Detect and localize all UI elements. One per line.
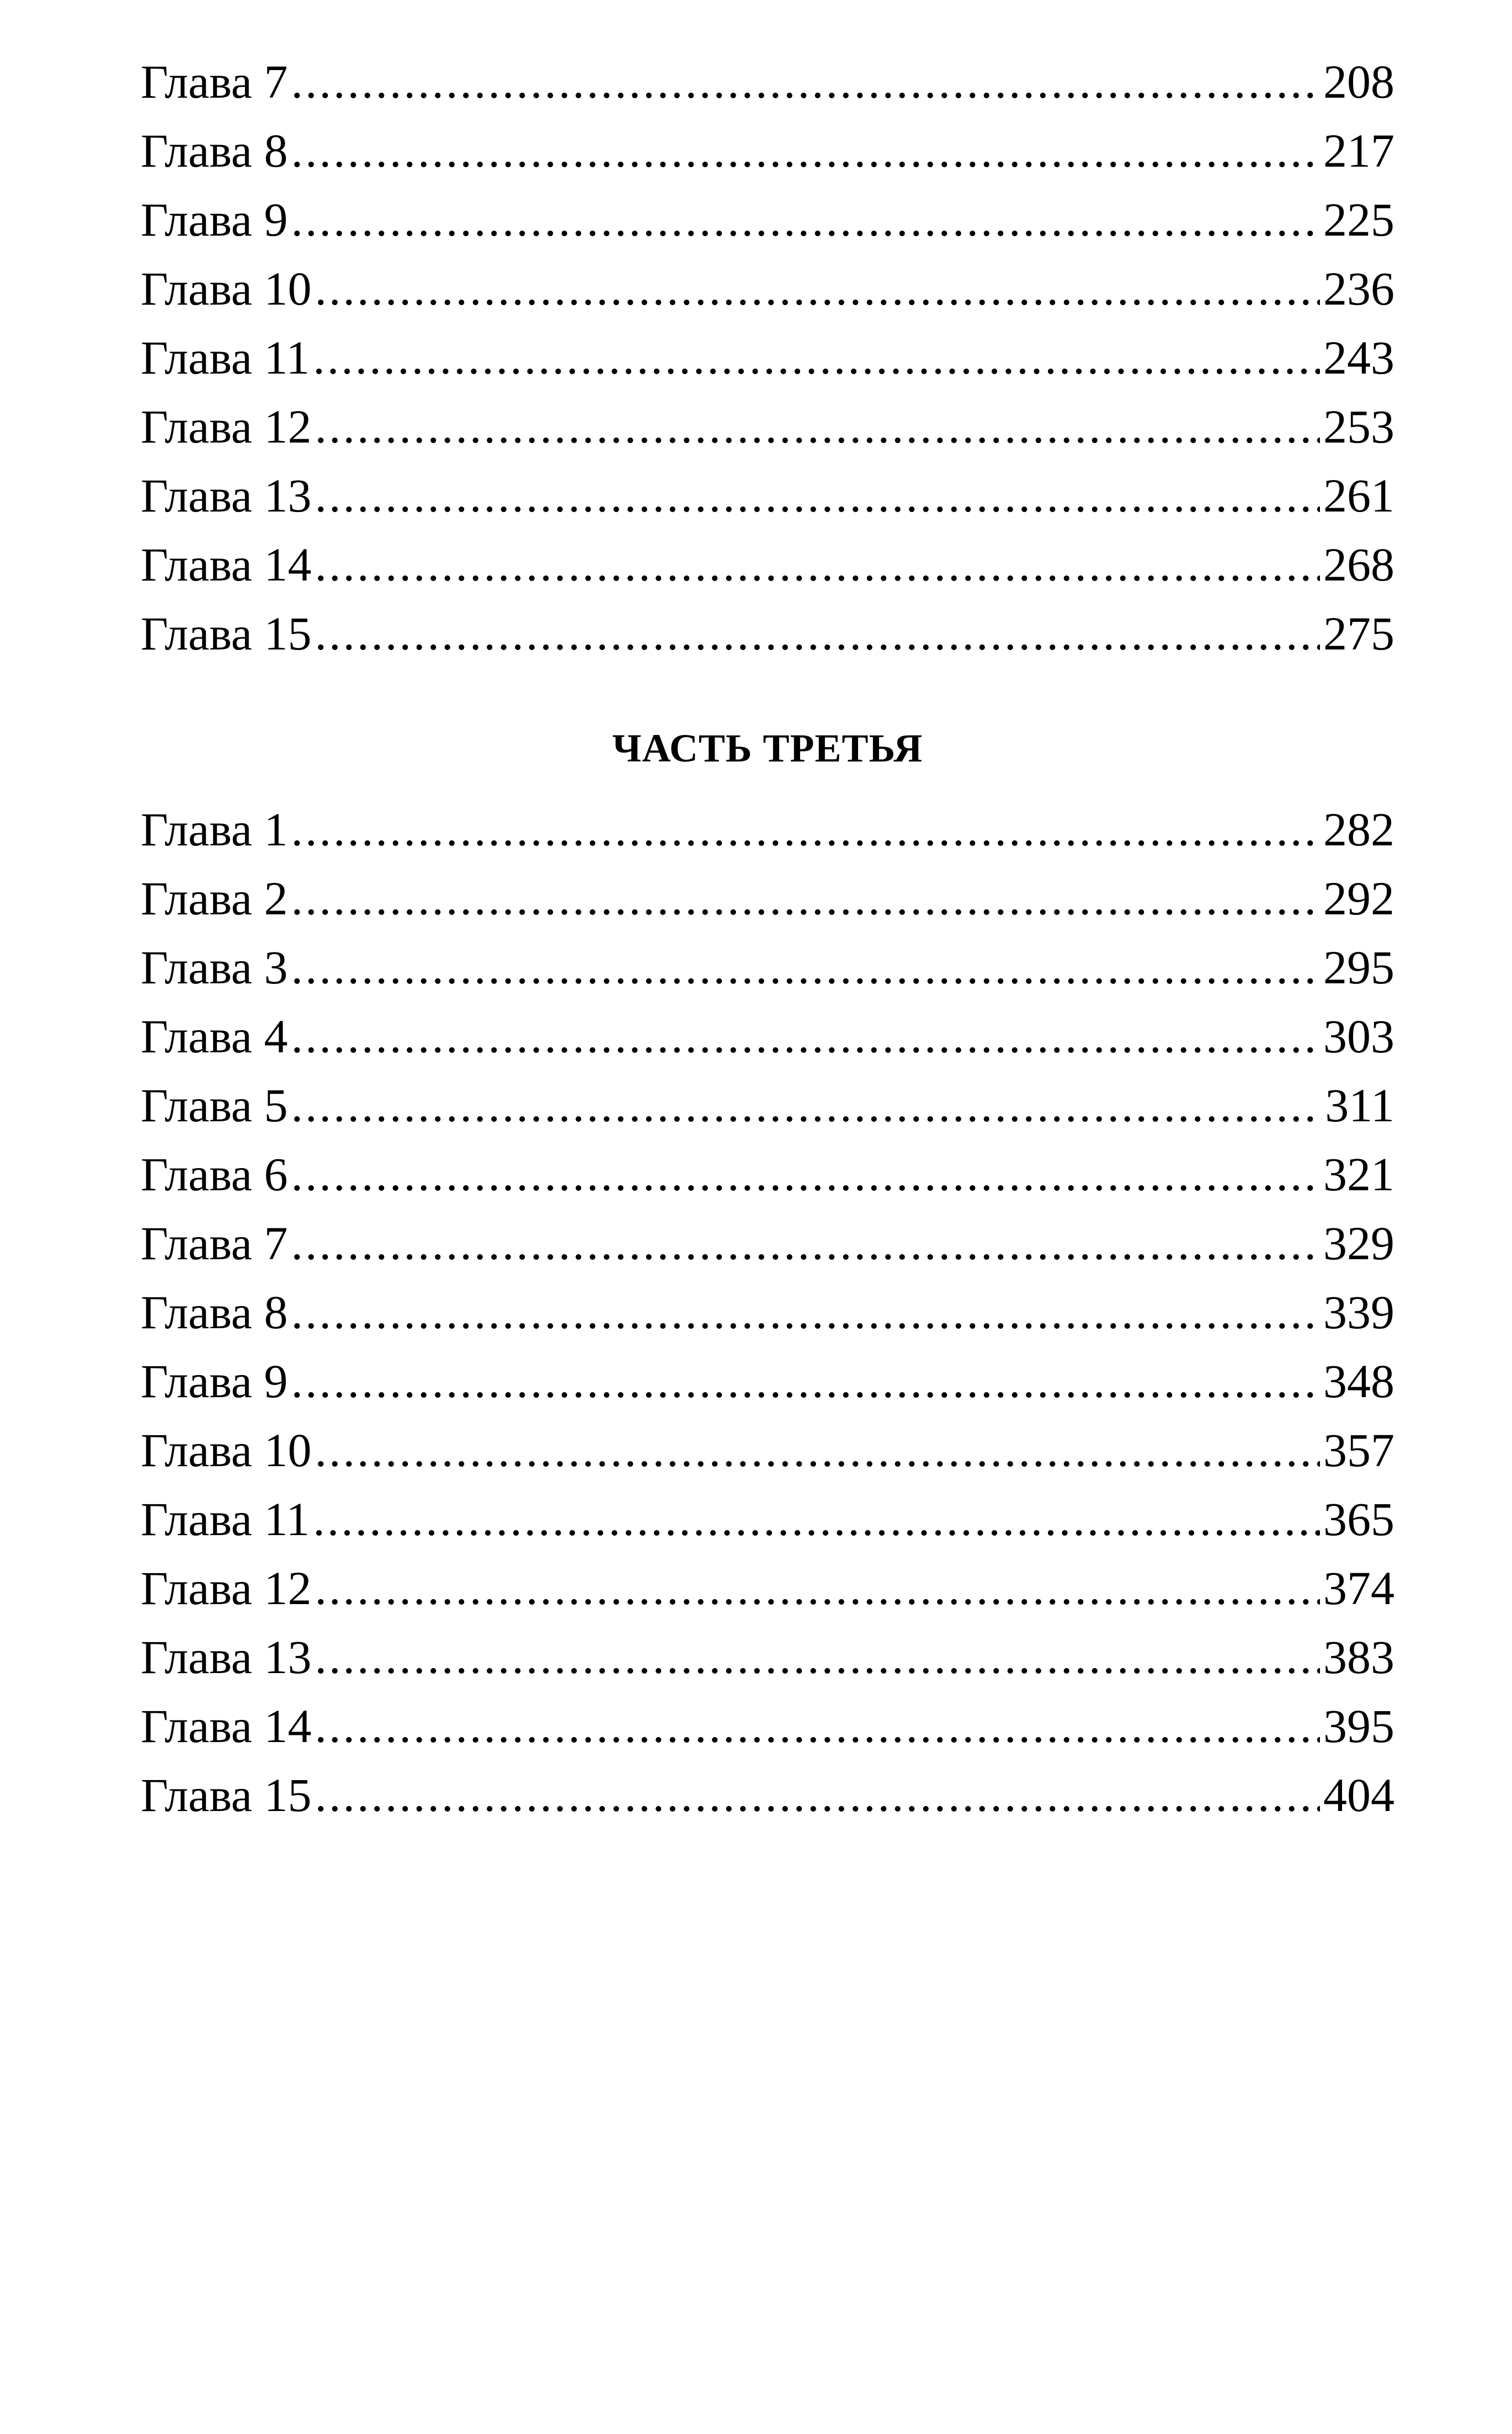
dot-leader bbox=[315, 530, 1320, 599]
toc-entry bbox=[141, 185, 1394, 254]
toc-entry bbox=[141, 1692, 1394, 1761]
page-number: 329 bbox=[1323, 1217, 1394, 1270]
chapter-title: Глава 2 bbox=[141, 872, 288, 925]
chapter-title: Глава 13 bbox=[141, 1631, 312, 1684]
dot-leader bbox=[291, 1071, 1322, 1140]
toc-entry bbox=[141, 254, 1394, 323]
page-number: 303 bbox=[1323, 1010, 1394, 1063]
part-three-heading: ЧАСТЬ ТРЕТЬЯ bbox=[612, 726, 923, 770]
toc-entry bbox=[141, 1554, 1394, 1623]
page-number: 395 bbox=[1323, 1700, 1394, 1753]
dot-leader bbox=[315, 1761, 1320, 1830]
dot-leader bbox=[291, 185, 1320, 254]
dot-leader bbox=[315, 1554, 1320, 1623]
toc-entry bbox=[141, 1416, 1394, 1485]
chapter-title: Глава 1 bbox=[141, 803, 288, 856]
part-two-chapter-list bbox=[141, 47, 1394, 668]
chapter-title: Глава 11 bbox=[141, 331, 310, 384]
page-number: 292 bbox=[1323, 872, 1394, 925]
dot-leader bbox=[291, 933, 1320, 1002]
table-of-contents bbox=[141, 47, 1394, 1830]
chapter-title: Глава 13 bbox=[141, 469, 312, 522]
page-number: 339 bbox=[1323, 1286, 1394, 1339]
page-number: 357 bbox=[1323, 1424, 1394, 1477]
page-number: 295 bbox=[1323, 941, 1394, 994]
chapter-title: Глава 11 bbox=[141, 1493, 310, 1546]
dot-leader bbox=[315, 392, 1320, 461]
toc-entry bbox=[141, 1761, 1394, 1830]
toc-entry bbox=[141, 933, 1394, 1002]
dot-leader bbox=[313, 323, 1320, 392]
page-number: 217 bbox=[1323, 124, 1394, 177]
chapter-title: Глава 10 bbox=[141, 1424, 312, 1477]
toc-entry bbox=[141, 864, 1394, 933]
toc-entry bbox=[141, 47, 1394, 116]
page-number: 236 bbox=[1323, 262, 1394, 315]
page-number: 282 bbox=[1323, 803, 1394, 856]
chapter-title: Глава 9 bbox=[141, 1355, 288, 1408]
page-number: 311 bbox=[1325, 1079, 1394, 1132]
dot-leader bbox=[291, 47, 1320, 116]
dot-leader bbox=[291, 1347, 1320, 1416]
dot-leader bbox=[315, 599, 1320, 668]
chapter-title: Глава 8 bbox=[141, 1286, 288, 1339]
chapter-title: Глава 9 bbox=[141, 193, 288, 246]
dot-leader bbox=[291, 1209, 1320, 1278]
toc-entry bbox=[141, 1623, 1394, 1692]
page-number: 365 bbox=[1323, 1493, 1394, 1546]
dot-leader bbox=[291, 864, 1320, 933]
page-number: 253 bbox=[1323, 400, 1394, 453]
chapter-title: Глава 14 bbox=[141, 1700, 312, 1753]
toc-entry bbox=[141, 1002, 1394, 1071]
toc-entry bbox=[141, 323, 1394, 392]
dot-leader bbox=[291, 1002, 1320, 1071]
page-number: 268 bbox=[1323, 538, 1394, 591]
toc-entry bbox=[141, 1071, 1394, 1140]
toc-entry bbox=[141, 461, 1394, 530]
dot-leader bbox=[315, 254, 1320, 323]
chapter-title: Глава 14 bbox=[141, 538, 312, 591]
toc-entry bbox=[141, 599, 1394, 668]
page-number: 275 bbox=[1323, 607, 1394, 660]
dot-leader bbox=[291, 795, 1320, 864]
toc-entry bbox=[141, 795, 1394, 864]
page-number: 374 bbox=[1323, 1562, 1394, 1615]
chapter-title: Глава 3 bbox=[141, 941, 288, 994]
page-number: 383 bbox=[1323, 1631, 1394, 1684]
chapter-title: Глава 12 bbox=[141, 1562, 312, 1615]
toc-entry bbox=[141, 530, 1394, 599]
dot-leader bbox=[315, 1416, 1320, 1485]
chapter-title: Глава 6 bbox=[141, 1148, 288, 1201]
chapter-title: Глава 4 bbox=[141, 1010, 288, 1063]
page-number: 243 bbox=[1323, 331, 1394, 384]
dot-leader bbox=[291, 1278, 1320, 1347]
dot-leader bbox=[291, 1140, 1320, 1209]
chapter-title: Глава 12 bbox=[141, 400, 312, 453]
chapter-title: Глава 5 bbox=[141, 1079, 288, 1132]
chapter-title: Глава 7 bbox=[141, 55, 288, 108]
toc-entry bbox=[141, 1140, 1394, 1209]
chapter-title: Глава 15 bbox=[141, 1769, 312, 1821]
page-number: 321 bbox=[1323, 1148, 1394, 1201]
dot-leader bbox=[313, 1485, 1320, 1554]
chapter-title: Глава 15 bbox=[141, 607, 312, 660]
toc-entry bbox=[141, 116, 1394, 185]
chapter-title: Глава 10 bbox=[141, 262, 312, 315]
page-number: 348 bbox=[1323, 1355, 1394, 1408]
toc-entry bbox=[141, 1485, 1394, 1554]
dot-leader bbox=[315, 1692, 1320, 1761]
page-number: 404 bbox=[1323, 1769, 1394, 1821]
chapter-title: Глава 7 bbox=[141, 1217, 288, 1270]
toc-entry bbox=[141, 1278, 1394, 1347]
toc-entry bbox=[141, 1347, 1394, 1416]
page-number: 261 bbox=[1323, 469, 1394, 522]
toc-entry bbox=[141, 1209, 1394, 1278]
dot-leader bbox=[315, 461, 1320, 530]
part-three-chapter-list bbox=[141, 795, 1394, 1830]
dot-leader bbox=[291, 116, 1320, 185]
page-number: 208 bbox=[1323, 55, 1394, 108]
dot-leader bbox=[315, 1623, 1320, 1692]
page-number: 225 bbox=[1323, 193, 1394, 246]
toc-entry bbox=[141, 392, 1394, 461]
chapter-title: Глава 8 bbox=[141, 124, 288, 177]
